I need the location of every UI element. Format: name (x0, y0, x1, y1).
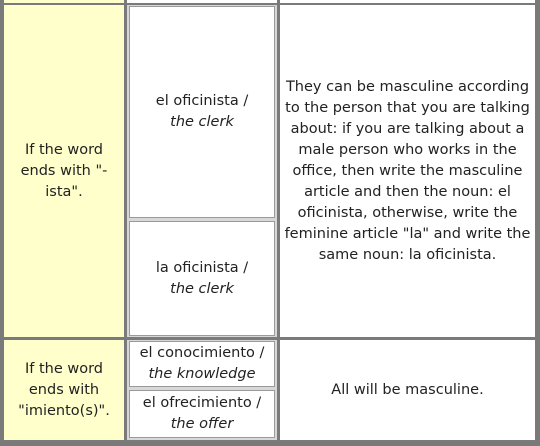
example-translation: the clerk (170, 114, 234, 130)
explanation-cell-ista (280, 5, 535, 337)
example-el-oficinista (129, 6, 275, 218)
examples-cell-imiento (127, 340, 277, 440)
previous-row-explanation-cell (280, 0, 535, 3)
example-word: la oficinista / (155, 259, 249, 276)
explanation-text: They can be masculine according to the person that you are talking about: if you are talking about a male person who works in the office, then write the masculine article and then the noun: el oficinista, otherwise, write the feminine article "la" and write the same noun: la oficinista. (284, 78, 531, 263)
example-word: el conocimiento / (139, 345, 265, 361)
explanation-cell-imiento (280, 340, 535, 440)
example-el-conocimiento (129, 341, 275, 387)
example-translation: the knowledge (148, 366, 256, 382)
previous-row-condition-cell (4, 0, 124, 3)
example-word: el oficinista / (155, 93, 249, 109)
example-translation: the offer (170, 416, 234, 432)
condition-text: If the word ends with "-ista". (20, 141, 108, 200)
example-la-oficinista (129, 221, 275, 336)
condition-text: If the word ends with "imiento(s)". (18, 360, 110, 419)
example-translation: the clerk (170, 280, 234, 297)
example-word: el ofrecimiento / (142, 395, 262, 411)
condition-cell-imiento (4, 340, 124, 440)
example-el-ofrecimiento (129, 390, 275, 438)
condition-cell-ista (4, 5, 124, 337)
explanation-text: All will be masculine. (331, 381, 484, 398)
examples-cell-ista (127, 5, 277, 337)
previous-row-example-cell (127, 0, 277, 3)
